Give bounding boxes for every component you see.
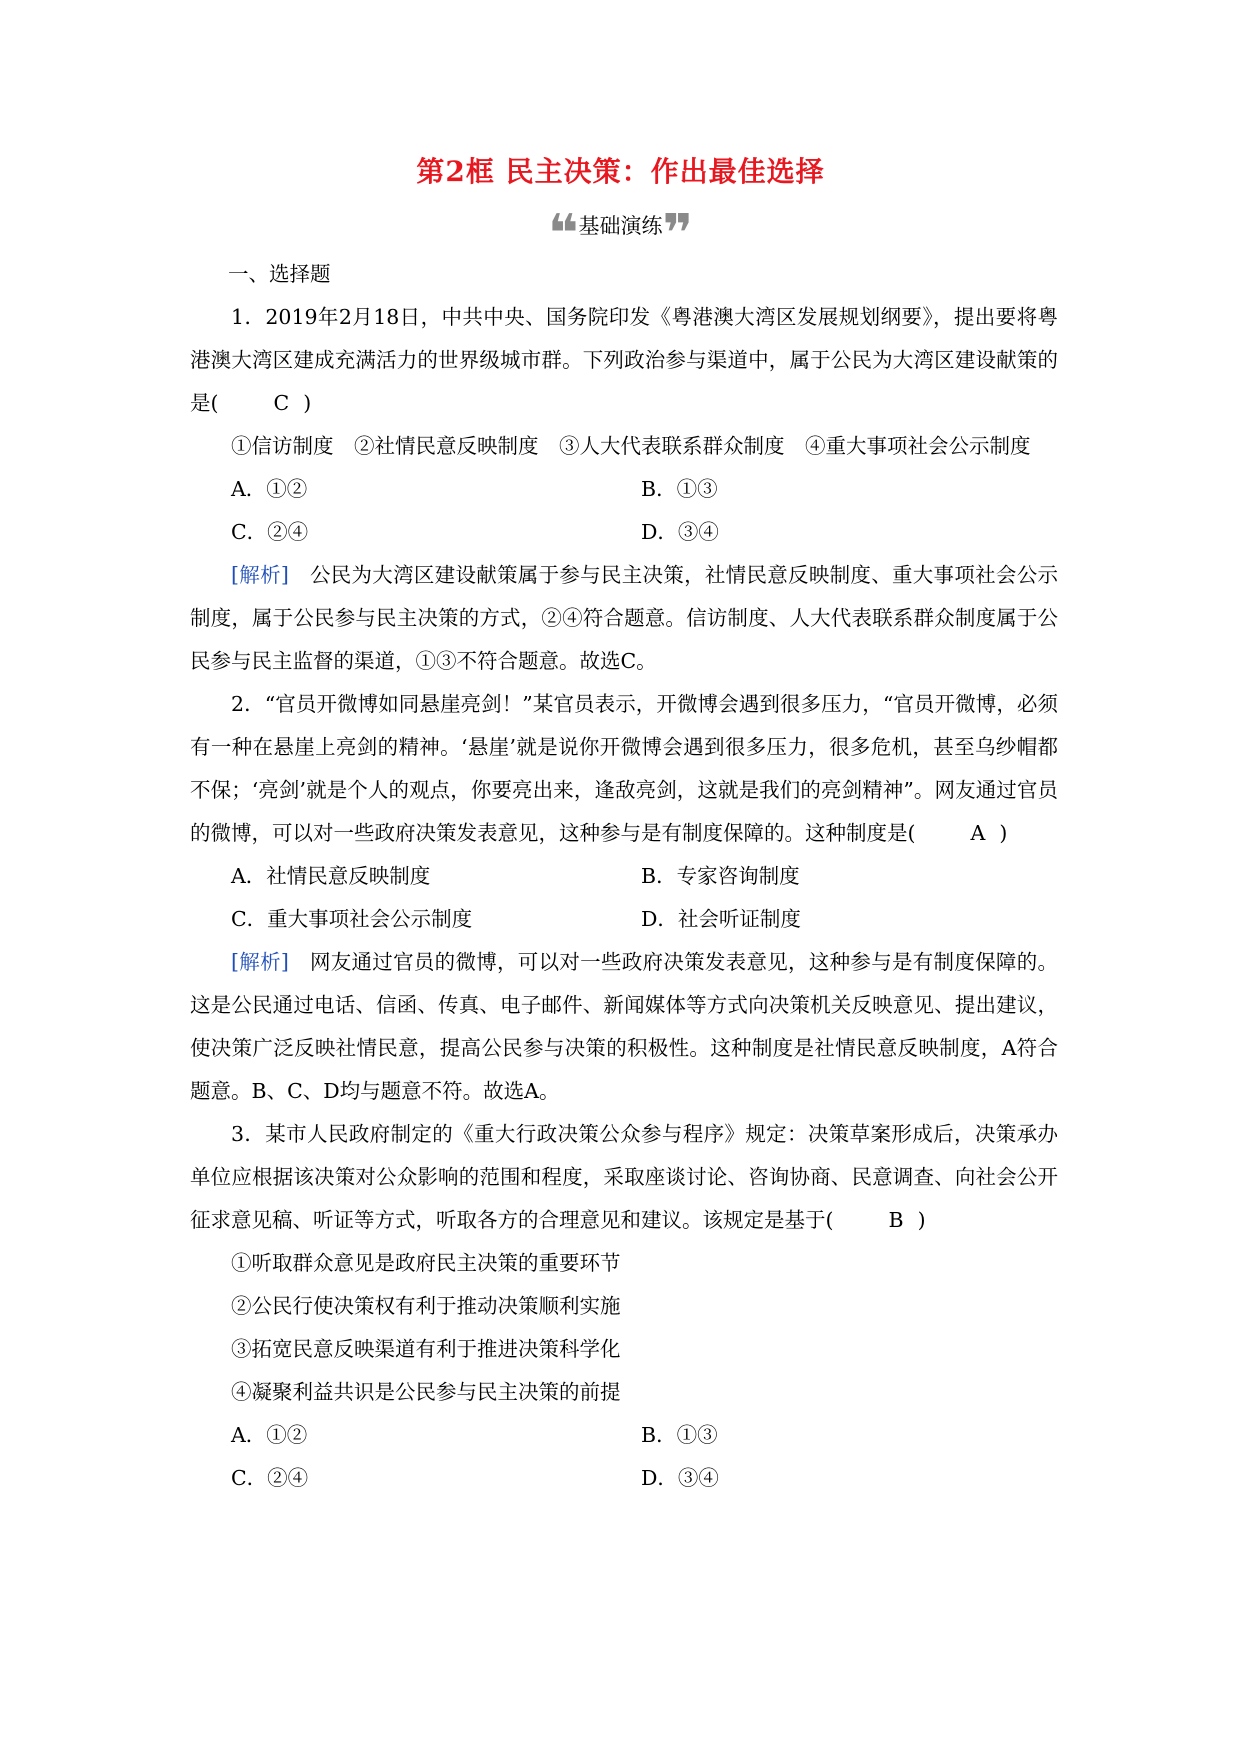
question-1-text: 1．2019年2月18日，中共中央、国务院印发《粤港澳大湾区发展规划纲要》，提出要将粤港澳大湾区建成充满活力的世界级城市群。下列政治参与渠道中，属于公民为大湾区建设献策的是( xyxy=(190,305,1058,415)
question-1-stem xyxy=(190,296,1058,425)
question-3-option-a: A．①② xyxy=(231,1423,308,1447)
question-2-option-b: B．专家咨询制度 xyxy=(641,864,800,888)
question-3-stem xyxy=(190,1113,1058,1242)
question-2-paren: ) xyxy=(999,821,1008,845)
question-1-options-row-1 xyxy=(190,468,1058,511)
question-1-option-b: B．①③ xyxy=(641,477,718,501)
question-1-answer: C xyxy=(273,391,290,415)
question-3-text: 3．某市人民政府制定的《重大行政决策公众参与程序》规定：决策草案形成后，决策承办单位应根据该决策对公众影响的范围和程度，采取座谈讨论、咨询协商、民意调查、向社会公开征求意见稿、听证等方式，听取各方的合理意见和建议。该规定是基于( xyxy=(190,1122,1058,1232)
question-2-analysis-text: 网友通过官员的微博，可以对一些政府决策发表意见，这种参与是有制度保障的。这是公民通过电话、信函、传真、电子邮件、新闻媒体等方式向决策机关反映意见、提出建议，使决策广泛反映社情民意，提高公民参与决策的积极性。这种制度是社情民意反映制度，A符合题意。B、C、D均与题意不符。故选A。 xyxy=(190,950,1058,1103)
page-title: 第2框 民主决策：作出最佳选择 xyxy=(416,155,825,188)
question-1-option-c: C．②④ xyxy=(231,520,309,544)
question-3-answer: B xyxy=(888,1208,904,1232)
open-quote-icon: ❝ xyxy=(547,204,579,264)
question-1-analysis-text: 公民为大湾区建设献策属于参与民主决策，社情民意反映制度、重大事项社会公示制度，属于公民参与民主决策的方式，②④符合题意。信访制度、人大代表联系群众制度属于公民参与民主监督的渠道，①③不符合题意。故选C。 xyxy=(190,563,1058,673)
question-1-paren: ) xyxy=(303,391,312,415)
question-3-option-c: C．②④ xyxy=(231,1466,309,1490)
question-3-item-4: ④凝聚利益共识是公民参与民主决策的前提 xyxy=(231,1380,621,1404)
question-3-options-row-1 xyxy=(190,1414,1058,1457)
question-3-item-3: ③拓宽民意反映渠道有利于推进决策科学化 xyxy=(231,1337,621,1361)
question-3-item-1: ①听取群众意见是政府民主决策的重要环节 xyxy=(231,1251,621,1275)
question-2-option-c: C．重大事项社会公示制度 xyxy=(231,907,473,931)
question-2-options-row-2 xyxy=(190,898,1058,941)
analysis-label: [解析] xyxy=(231,950,289,974)
close-quote-icon: ❞ xyxy=(662,204,694,264)
question-1-analysis xyxy=(190,554,1058,683)
question-3-option-d: D．③④ xyxy=(641,1466,719,1490)
banner-label: 基础演练 xyxy=(578,214,663,238)
question-1-option-a: A．①② xyxy=(231,477,308,501)
section-heading: 一、选择题 xyxy=(228,262,331,286)
question-3-option-b: B．①③ xyxy=(641,1423,718,1447)
question-3-paren: ) xyxy=(917,1208,926,1232)
question-3-options-row-2 xyxy=(190,1457,1058,1500)
question-1-option-d: D．③④ xyxy=(641,520,719,544)
question-2-stem xyxy=(190,683,1058,855)
question-1-items: ①信访制度 ②社情民意反映制度 ③人大代表联系群众制度 ④重大事项社会公示制度 xyxy=(231,434,1031,458)
question-2-text: 2．“官员开微博如同悬崖亮剑！”某官员表示，开微博会遇到很多压力，“官员开微博，必须有一种在悬崖上亮剑的精神。‘悬崖’就是说你开微博会遇到很多压力，很多危机，甚至乌纱帽都不保；‘亮剑’就是个人的观点，你要亮出来，逢敌亮剑，这就是我们的亮剑精神”。网友通过官员的微博，可以对一些政府决策发表意见，这种参与是有制度保障的。这种制度是( xyxy=(190,692,1058,845)
question-1-options-row-2 xyxy=(190,511,1058,554)
question-3-item-2: ②公民行使决策权有利于推动决策顺利实施 xyxy=(231,1294,621,1318)
section-banner xyxy=(0,204,1241,264)
question-2-options-row-1 xyxy=(190,855,1058,898)
question-2-option-d: D．社会听证制度 xyxy=(641,907,801,931)
analysis-label: [解析] xyxy=(231,563,289,587)
question-body xyxy=(190,253,1058,1500)
question-2-answer: A xyxy=(970,821,986,845)
question-2-analysis xyxy=(190,941,1058,1113)
question-2-option-a: A．社情民意反映制度 xyxy=(231,864,431,888)
